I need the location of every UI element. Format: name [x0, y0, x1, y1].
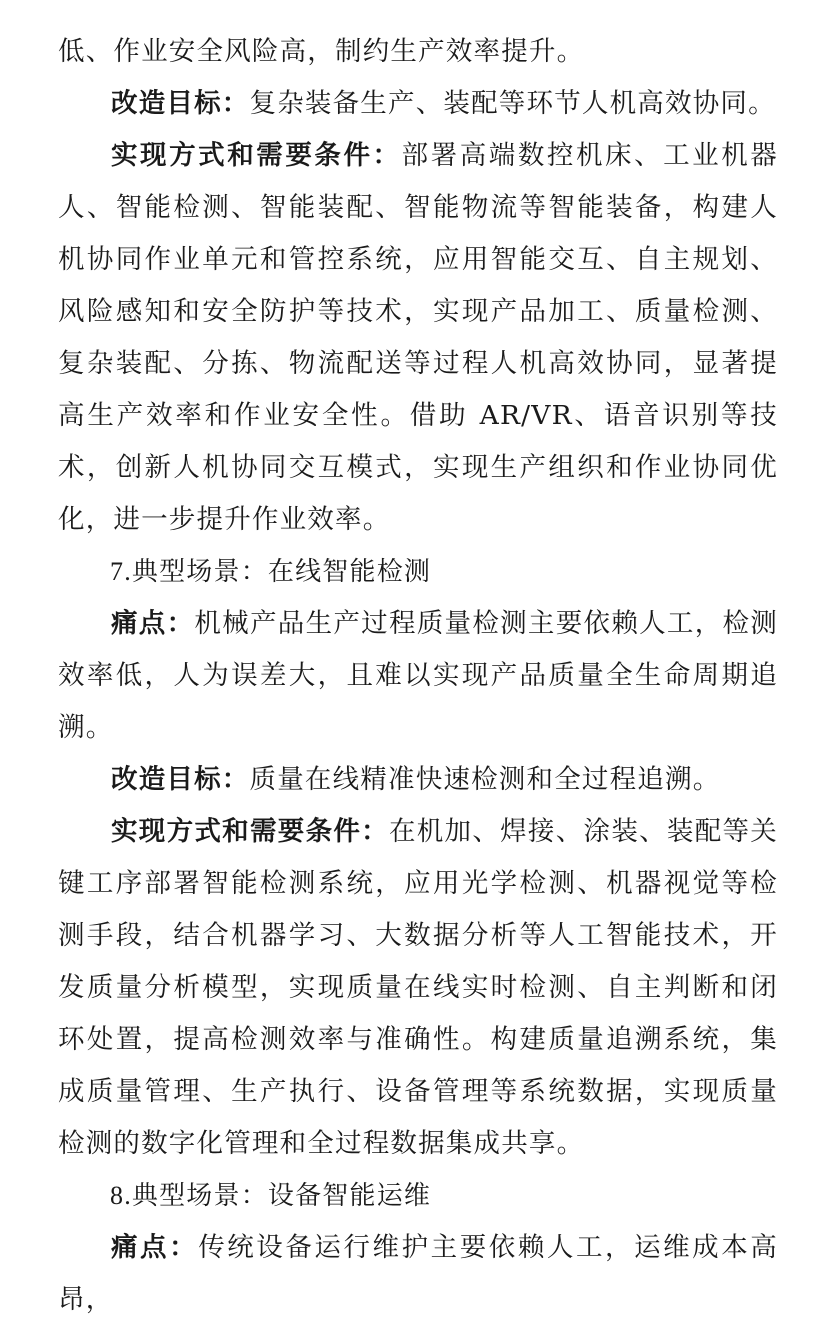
pain-text: 机械产品生产过程质量检测主要依赖人工，检测效率低，人为误差大，且难以实现产品质量全生命周期追溯。 — [58, 608, 778, 743]
paragraph-text: 低、作业安全风险高，制约生产效率提升。 — [58, 36, 585, 67]
pain-text: 传统设备运行维护主要依赖人工，运维成本高昂， — [58, 1232, 779, 1315]
method-label: 实现方式和需要条件： — [111, 140, 402, 171]
pain-label: 痛点： — [111, 608, 195, 639]
paragraph-goal — [58, 78, 778, 130]
section-8-title: 典型场景：设备智能运维 — [131, 1181, 432, 1211]
section-8-pain — [58, 1222, 778, 1326]
section-8-number: 8. — [110, 1181, 132, 1210]
section-7-heading — [58, 546, 778, 598]
method-text: 部署高端数控机床、工业机器人、智能检测、智能装配、智能物流等智能装备，构建人机协同作业单元和管控系统，应用智能交互、自主规划、风险感知和安全防护等技术，实现产品加工、质量检测、复杂装配、分拣、物流配送等过程人机高效协同，显著提高生产效率和作业安全性。借助 AR/VR、语音识别等技术，创新人机协同交互模式，实现生产组织和作业协同优化，进一步提升作业效率。 — [58, 140, 778, 535]
goal-text: 复杂装备生产、装配等环节人机高效协同。 — [249, 88, 776, 119]
section-7-number: 7. — [110, 557, 132, 586]
section-7-goal — [58, 754, 778, 806]
section-7-pain — [58, 598, 778, 754]
document-page — [58, 26, 778, 1326]
goal-label: 改造目标： — [111, 88, 250, 119]
pain-label: 痛点： — [111, 1232, 199, 1263]
paragraph-continuation — [58, 26, 778, 78]
method-text: 在机加、焊接、涂装、装配等关键工序部署智能检测系统，应用光学检测、机器视觉等检测手段，结合机器学习、大数据分析等人工智能技术，开发质量分析模型，实现质量在线实时检测、自主判断和闭环处置，提高检测效率与准确性。构建质量追溯系统，集成质量管理、生产执行、设备管理等系统数据，实现质量检测的数字化管理和全过程数据集成共享。 — [58, 816, 778, 1159]
goal-text: 质量在线精准快速检测和全过程追溯。 — [249, 764, 721, 795]
paragraph-method — [58, 130, 778, 546]
section-8-heading — [58, 1170, 778, 1222]
section-7-method — [58, 806, 778, 1170]
section-7-title: 典型场景：在线智能检测 — [131, 557, 432, 587]
method-label: 实现方式和需要条件： — [111, 816, 389, 847]
goal-label: 改造目标： — [111, 764, 250, 795]
